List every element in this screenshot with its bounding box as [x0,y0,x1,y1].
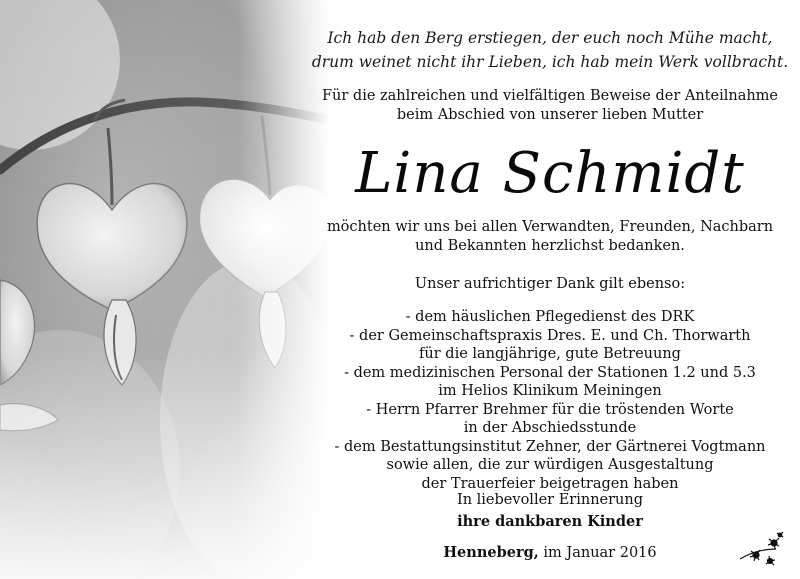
list-item: der Trauerfeier beigetragen haben [421,475,679,492]
obituary-text [300,0,800,579]
bleeding-heart-flower-photo [0,0,330,579]
gratitude-list [300,308,800,493]
intro-line: beim Abschied von unserer lieben Mutter [396,107,704,123]
list-item: - Herrn Pfarrer Brehmer für die tröstenden Worte [366,401,734,418]
list-item: in der Abschiedsstunde [463,420,637,436]
thanks-line: und Bekannten herzlichst bedanken. [415,238,685,254]
deceased-name: Lina Schmidt [355,141,745,206]
verse-line: drum weinet nicht ihr Lieben, ich hab mein Werk vollbracht. [311,53,789,71]
list-item: für die langjährige, gute Betreuung [419,346,681,362]
list-item: sowie allen, die zur würdigen Ausgestaltung [386,457,714,473]
intro-text [300,87,800,125]
list-item: - der Gemeinschaftspraxis Dres. E. und Ch. Thorwarth [349,327,751,344]
list-item: - dem häuslichen Pflegedienst des DRK [405,309,695,325]
verse-line: Ich hab den Berg erstiegen, der euch noch Mühe macht, [327,29,773,47]
place-date [300,543,800,563]
place-name: Henneberg, [443,544,539,561]
closing-line: In liebevoller Erinnerung [456,492,643,508]
memorial-verse [300,26,800,74]
closing-block [300,489,800,533]
intro-line: Für die zahlreichen und vielfältigen Beweise der Anteilnahme [321,88,779,104]
list-item: im Helios Klinikum Meiningen [438,383,662,399]
signature-line: ihre dankbaren Kinder [457,513,643,530]
gratitude-heading: Unser aufrichtiger Dank gilt ebenso: [414,276,686,292]
date-text: im Januar 2016 [543,545,657,561]
list-item: - dem medizinischen Personal der Stationen 1.2 und 5.3 [344,364,756,381]
thanks-text [300,218,800,256]
thanks-line: möchten wir uns bei allen Verwandten, Freunden, Nachbarn [326,219,774,235]
flower-ornament-icon [736,529,788,569]
list-item: - dem Bestattungsinstitut Zehner, der Gärtnerei Vogtmann [334,438,766,455]
